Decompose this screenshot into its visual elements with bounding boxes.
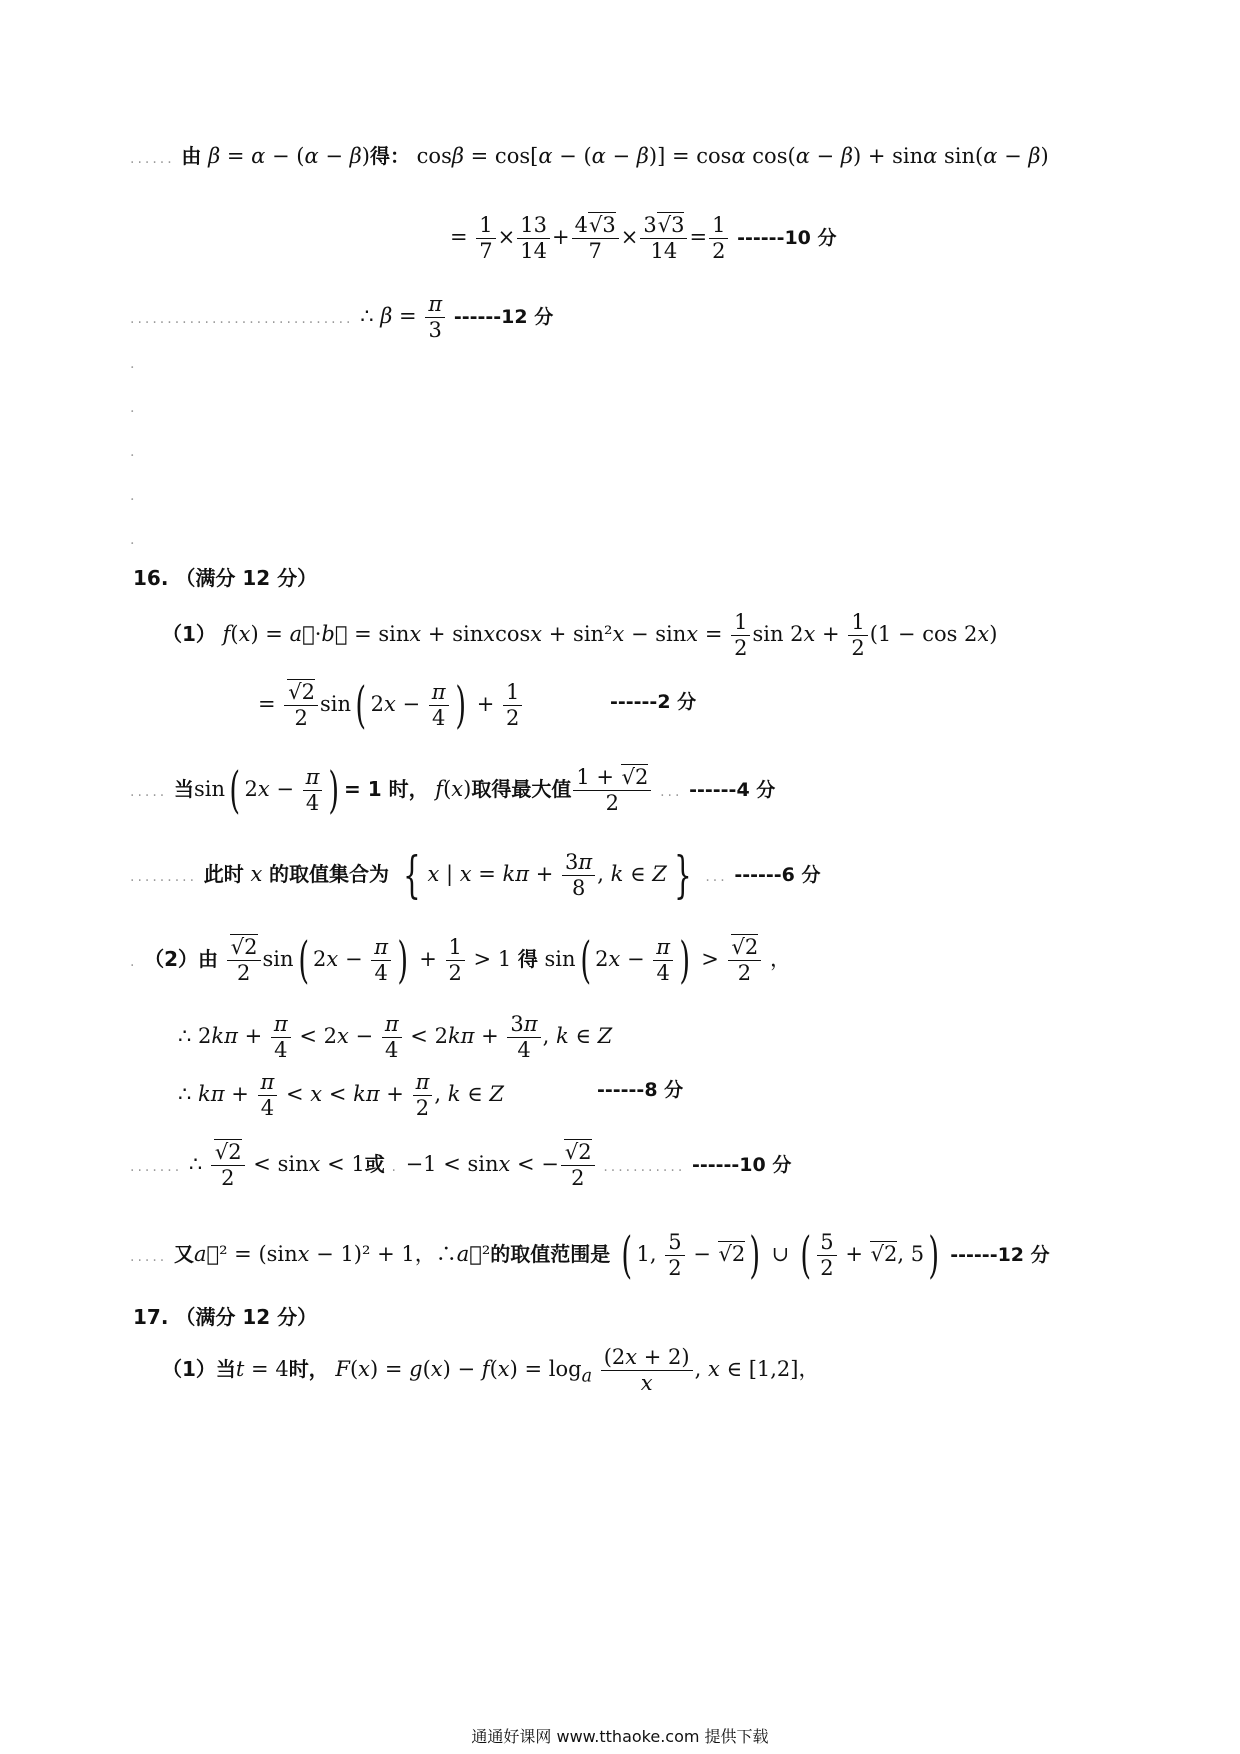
score-12-b: ------12 分 — [950, 1244, 1050, 1267]
by-label: 由 — [181, 144, 202, 168]
score-10-b: ------10 分 — [691, 1154, 792, 1177]
score-6: ------6 分 — [734, 864, 821, 887]
score-8: ------8 分 — [597, 1079, 684, 1101]
p16-set-line: ......... 此时 x 的取值集合为 { x | x = kπ + $\frac{3\pi}{8}$ , k ∈ Z } ... ------6 分 — [130, 846, 821, 905]
p16-simplified-line: = $\frac{√2}{2}$ sin( 2x − $\frac{\pi}{4}$ ) + $\frac{1}{2}$ — [258, 680, 524, 731]
p16-ineq-line-2: ∴ kπ + $\frac{\pi}{4}$ < x < kπ + $\frac{\pi}{2}$ , k ∈ Z — [178, 1070, 504, 1121]
p16-ineq-line-1: ∴ 2kπ + $\frac{\pi}{4}$ < 2x − $\frac{\pi}{4}$ < 2kπ + $\frac{3\pi}{4}$ , k ∈ Z — [178, 1012, 613, 1063]
p16-sin-range-line: ....... ∴ $\frac{√2}{2}$ < sinx < 1或 . −1 < sinx < − $\frac{√2}{2}$ ........... ------10 分 — [130, 1140, 792, 1191]
cos-beta-value-line: = $\frac{1}{7}$ × $\frac{13}{14}$ + $\frac{4√3}{7}$ × $\frac{3√3}{14}$ = $\frac{1}{2}$ ------10 分 — [450, 213, 837, 264]
beta-result-line: .............................. ∴ β = $\frac{\pi}{3}$ ------12 分 — [130, 292, 554, 343]
score-12: ------12 分 — [453, 306, 554, 329]
dot-leader: ...... — [130, 151, 175, 167]
p16-part1-line: （1） f(x) = a⃗·b⃗ = sinx + sinxcosx + sin²x − sinx = $\frac{1}{2}$ sin 2x + $\frac{1}{2}$ (1 − cos 2x) — [162, 610, 998, 661]
score-10: ------10 分 — [737, 227, 837, 250]
problem-16-title: 16. （满分 12 分） — [133, 566, 318, 590]
beta-derivation-line: ...... 由 β = α − (α − β)得： cosβ = cos[α − (α − β)] = cosα cos(α − β) + sinα sin(α − β) — [130, 144, 1049, 168]
problem-17-title: 17. （满分 12 分） — [133, 1305, 318, 1329]
score-4: ------4 分 — [689, 779, 776, 802]
page-footer: 通通好课网 www.tthaoke.com 提供下载 — [471, 1727, 769, 1746]
p16-final-line: ..... 又a⃗² = (sinx − 1)² + 1，∴a⃗²的取值范围是 ( 1, $\frac{5}{2}$ − √2) ∪ ( $\frac{5}{2}$ + √2, 5) ------12 分 — [130, 1226, 1050, 1285]
p16-part2-line: . （2）由 $\frac{√2}{2}$ sin( 2x − $\frac{\pi}{4}$ ) + $\frac{1}{2}$ > 1 得 sin( 2x − $\frac{\pi}{4}$ ) > $\frac{√2}{2}$ ， — [130, 931, 791, 990]
p17-part1-line: （1）当t = 4时， $F(x) = g(x) - f(x) = \log_a$ $\frac{(2x + 2)}{x}$ , x ∈ [1,2]， — [162, 1345, 820, 1396]
p16-max-line: ..... 当sin( 2x − $\frac{\pi}{4}$ ) = 1 时， f(x)取得最大值 $\frac{1 + √2}{2}$ ... ------4 分 — [130, 761, 776, 820]
score-2: ------2 分 — [610, 691, 697, 713]
